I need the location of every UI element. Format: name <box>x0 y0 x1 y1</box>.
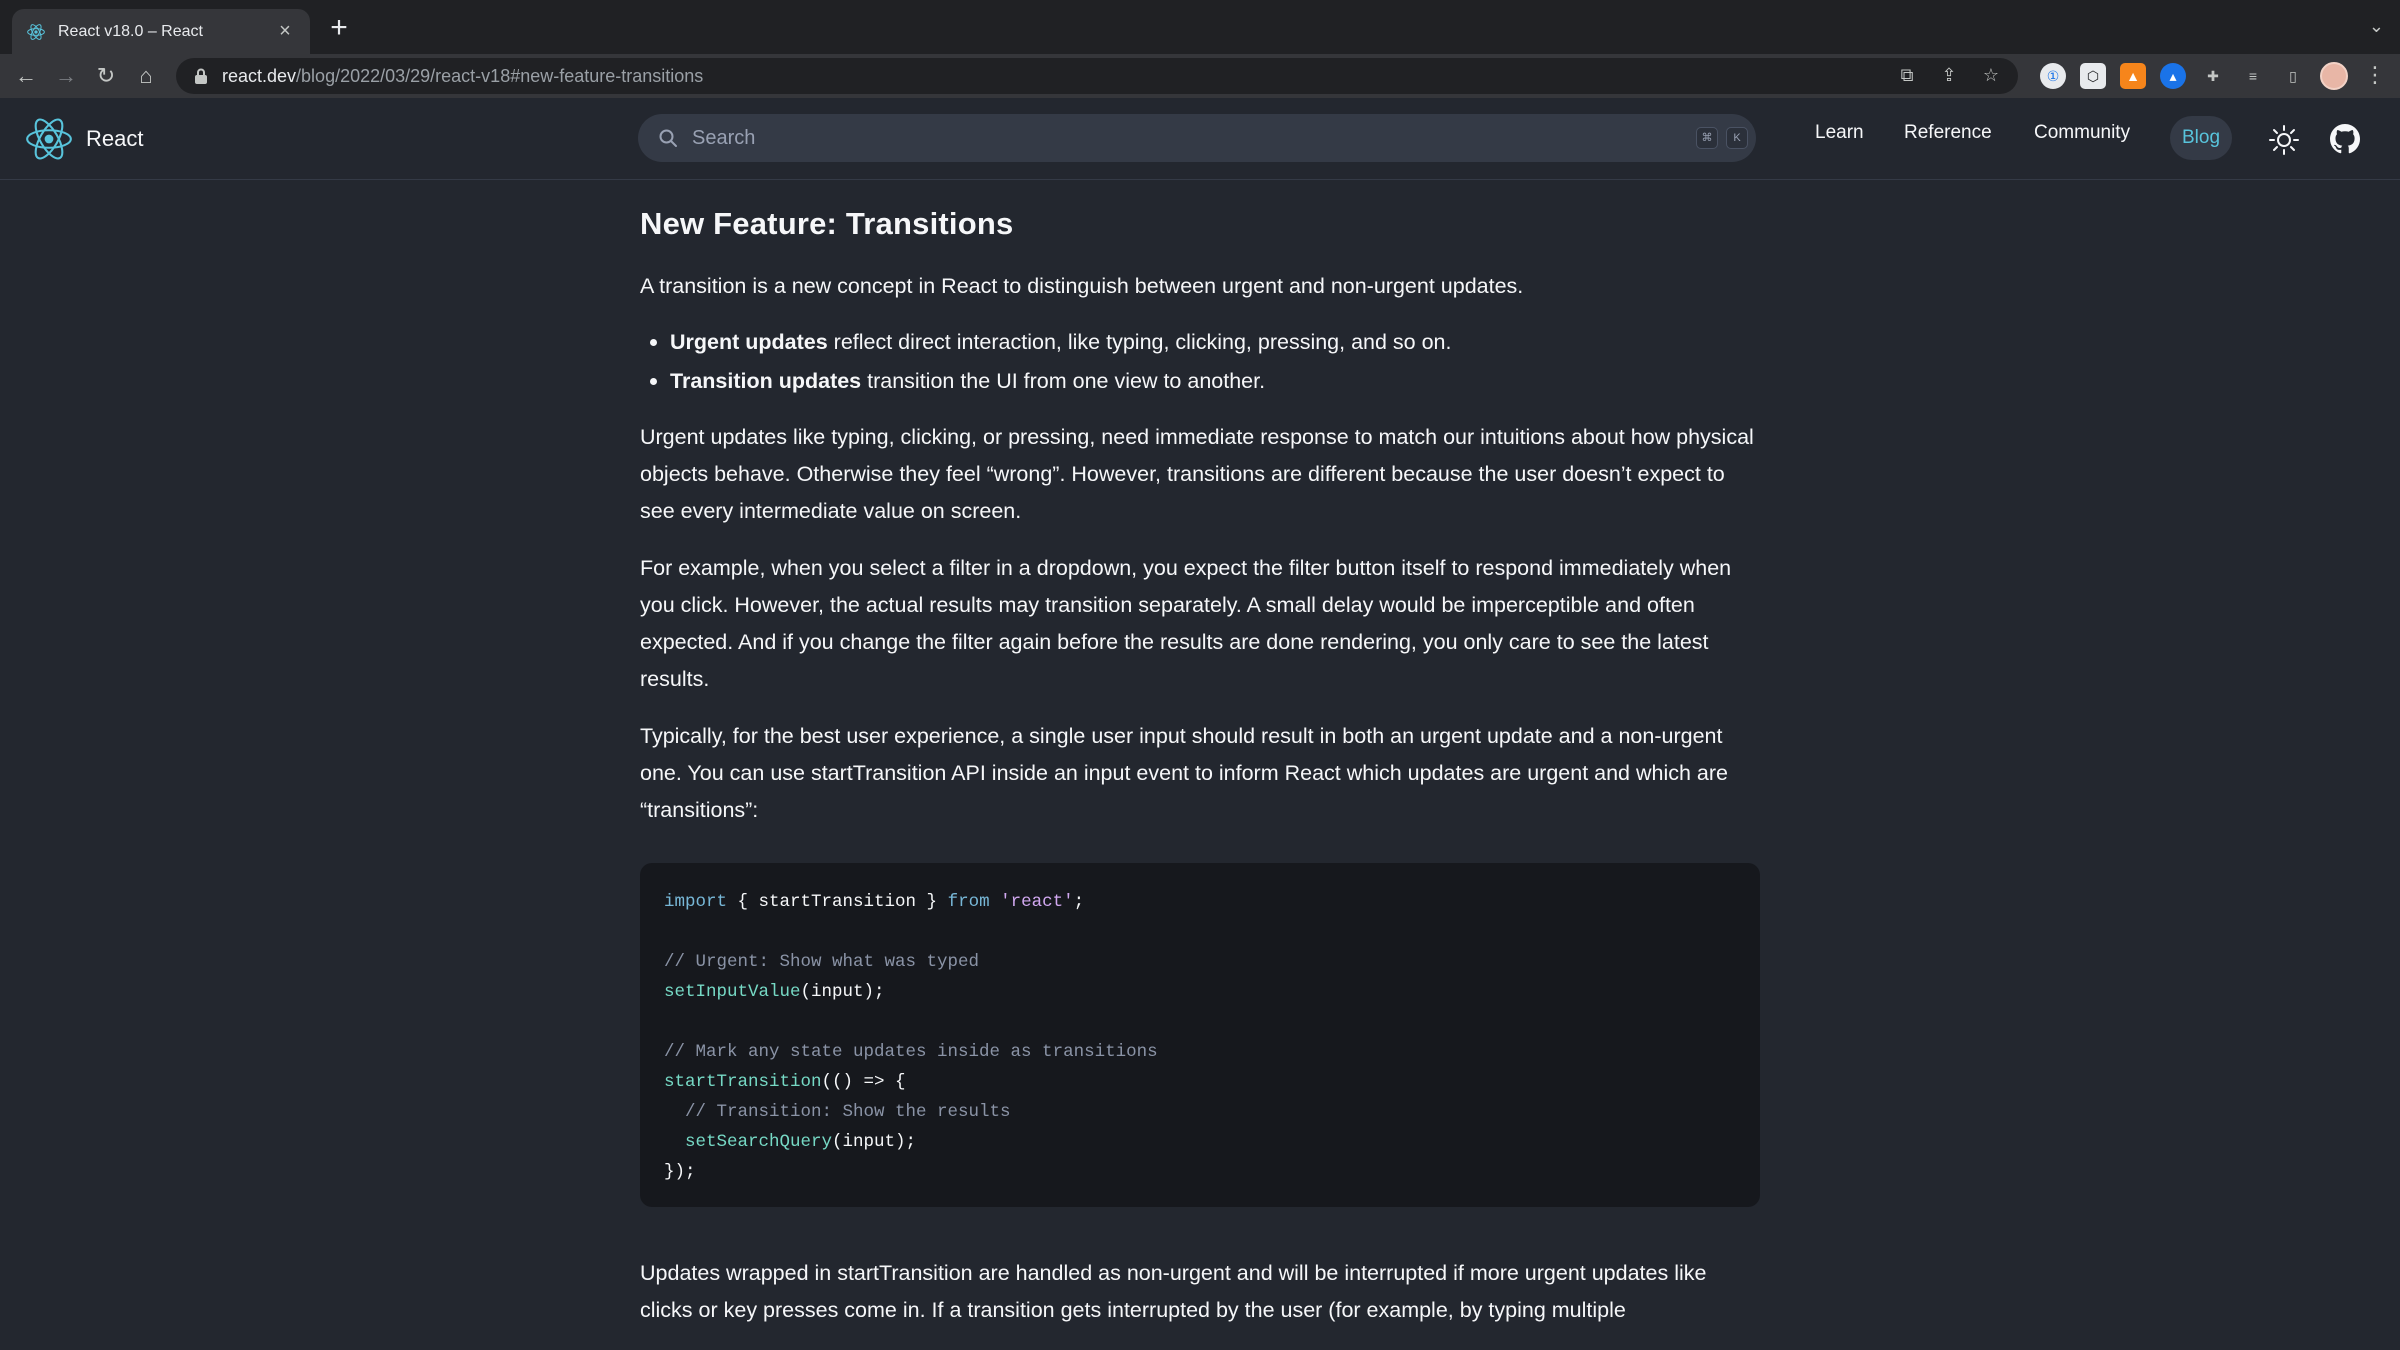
tab-search-chevron-icon[interactable]: ⌄ <box>2368 16 2384 36</box>
bookmark-star-icon[interactable]: ☆ <box>1982 65 2000 85</box>
nav-reference[interactable]: Reference <box>1904 122 1992 143</box>
url-host: react.dev <box>222 65 297 86</box>
list-item <box>640 323 1760 362</box>
code-keyword: import <box>664 892 728 912</box>
code-comment: // Transition: Show the results <box>664 1102 1011 1122</box>
code-text: ; <box>1073 892 1085 912</box>
password-extension-icon[interactable]: ① <box>2040 63 2066 89</box>
translate-icon[interactable]: ⧉ <box>1900 65 1914 85</box>
nav-learn[interactable]: Learn <box>1815 122 1864 143</box>
paragraph-urgent: Urgent updates like typing, clicking, or pressing, need immediate response to match our intuitions about how physical objects behave. Otherwise they feel “wrong”. However, transitions are different because the user doesn’t expect to see every intermediate value on screen. <box>640 425 1754 523</box>
code-text: (input); <box>800 982 885 1002</box>
github-icon[interactable] <box>2330 124 2360 154</box>
logo-text: React <box>86 126 144 151</box>
list-item-text: reflect direct interaction, like typing, clicking, pressing, and so on. <box>827 330 1452 354</box>
browser-toolbar <box>0 54 2400 98</box>
list-item-text: transition the UI from one view to another. <box>861 369 1266 393</box>
code-comment: // Urgent: Show what was typed <box>664 952 980 972</box>
code-function: startTransition <box>664 1072 822 1092</box>
paragraph-updates-wrapped: Updates wrapped in startTransition are handled as non-urgent and will be interrupted if more urgent updates like clicks or key presses come in. If a transition gets interrupted by the user (for example, by typing multiple <box>640 1261 1707 1322</box>
shield-extension-icon[interactable]: ⬡ <box>2080 63 2106 89</box>
search-placeholder: Search <box>692 126 756 149</box>
tab-title: React v18.0 – React <box>58 22 203 40</box>
theme-toggle-sun-icon[interactable] <box>2268 124 2300 156</box>
puzzle-extensions-icon[interactable]: ✚ <box>2207 68 2219 84</box>
search-input[interactable] <box>638 114 1756 162</box>
home-icon[interactable]: ⌂ <box>139 63 153 88</box>
reload-icon[interactable]: ↻ <box>96 63 116 88</box>
browser-tab-bar <box>0 0 2400 54</box>
code-function: setSearchQuery <box>664 1132 833 1152</box>
update-types-list <box>640 323 1760 401</box>
list-item <box>640 362 1760 401</box>
close-tab-icon[interactable]: × <box>279 20 291 42</box>
nav-blog[interactable]: Blog <box>2170 116 2232 160</box>
react-favicon-icon <box>26 22 46 42</box>
browser-tab[interactable] <box>12 9 310 54</box>
metamask-extension-icon[interactable]: ▲ <box>2120 63 2146 89</box>
code-text: }); <box>664 1162 696 1182</box>
react-logo-icon <box>24 114 74 164</box>
code-text: (input); <box>832 1132 917 1152</box>
side-panel-icon[interactable]: ▯ <box>2289 68 2297 84</box>
code-text: (() => { <box>821 1072 906 1092</box>
code-comment: // Mark any state updates inside as transitions <box>664 1042 1158 1062</box>
code-text: { startTransition } <box>727 892 948 912</box>
back-icon[interactable]: ← <box>15 63 37 88</box>
code-string: 'react' <box>989 892 1074 912</box>
intro-paragraph: A transition is a new concept in React to distinguish between urgent and non-urgent updates. <box>640 274 1524 298</box>
browser-menu-icon[interactable]: ⋮ <box>2364 62 2386 87</box>
article-content <box>640 180 1760 1349</box>
list-item-bold: Transition updates <box>670 369 862 393</box>
section-heading: New Feature: Transitions <box>640 206 1014 241</box>
paragraph-typically: Typically, for the best user experience, a single user input should result in both an urgent update and a non-urgent one. You can use startTransition API inside an input event to inform React which updates are urgent and which are “transitions”: <box>640 724 1729 822</box>
site-header <box>0 98 2400 180</box>
list-item-bold: Urgent updates <box>670 330 828 354</box>
lock-icon <box>194 68 208 84</box>
paragraph-example: For example, when you select a filter in a dropdown, you expect the filter button itself to respond immediately when you click. However, the actual results may transition separately. A small delay would be imperceptible and often expected. And if you change the filter again before the results are done rendering, you only care to see the latest results. <box>640 556 1732 691</box>
code-function: setInputValue <box>664 982 801 1002</box>
url-path: /blog/2022/03/29/react-v18#new-feature-transitions <box>296 65 704 86</box>
arrow-extension-icon[interactable]: ▴ <box>2160 63 2186 89</box>
reading-list-icon[interactable]: ≡ <box>2248 68 2258 84</box>
nav-community[interactable]: Community <box>2034 122 2131 143</box>
kbd-k: K <box>1726 127 1748 149</box>
share-icon[interactable]: ⇪ <box>1941 65 1957 85</box>
forward-icon[interactable]: → <box>55 63 77 88</box>
code-block[interactable] <box>640 863 1760 1207</box>
code-keyword: from <box>947 892 990 912</box>
address-bar[interactable] <box>176 58 2018 94</box>
profile-avatar[interactable] <box>2320 62 2348 90</box>
site-logo[interactable] <box>24 114 143 164</box>
new-tab-icon[interactable]: + <box>330 11 348 44</box>
kbd-cmd: ⌘ <box>1696 127 1718 149</box>
search-icon <box>658 128 678 148</box>
